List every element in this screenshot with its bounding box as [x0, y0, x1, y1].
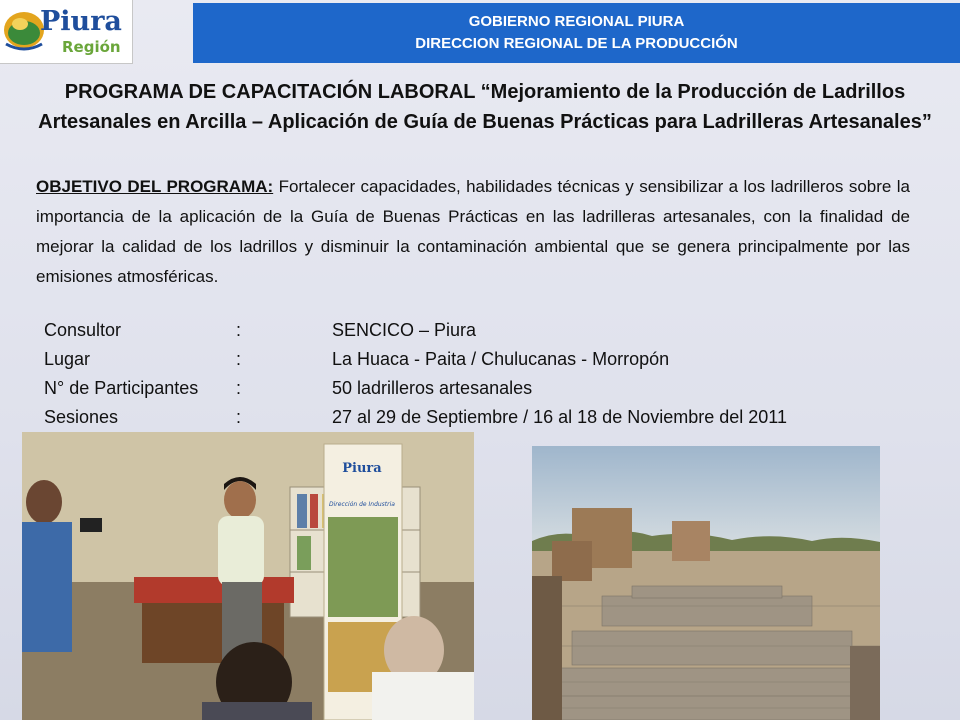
- detail-value: La Huaca - Paita / Chulucanas - Morropón: [332, 349, 670, 369]
- detail-key: Consultor: [44, 320, 122, 340]
- banner-stand-heading: Dirección de Industria: [329, 501, 395, 508]
- detail-separator: :: [236, 378, 242, 398]
- piura-region-logo: [0, 0, 133, 64]
- detail-value: 27 al 29 de Septiembre / 16 al 18 de Noviembre del 2011: [332, 407, 787, 427]
- objective-paragraph: [36, 172, 910, 292]
- banner-line-2: DIRECCION REGIONAL DE LA PRODUCCIÓN: [415, 35, 738, 52]
- detail-separator: :: [236, 407, 242, 427]
- logo-word-region: Región: [62, 38, 121, 56]
- detail-value: SENCICO – Piura: [332, 320, 477, 340]
- banner-stand-brand: Piura: [342, 461, 382, 476]
- detail-key: N° de Participantes: [44, 378, 199, 398]
- banner-line-1: GOBIERNO REGIONAL PIURA: [468, 13, 685, 30]
- detail-separator: :: [236, 320, 242, 340]
- objective-label: OBJETIVO DEL PROGRAMA:: [36, 177, 274, 196]
- objective-text: Fortalecer capacidades, habilidades técnicas y sensibilizar a los ladrilleros sobre la importancia de la aplicación de la Guía de Buenas Prácticas en las ladrilleras artesanales, con la finalidad de mejorar la calidad de los ladrillos y disminuir la contaminación ambiental que se genera principalmente por las emisiones atmosféricas.: [36, 177, 910, 286]
- detail-value: 50 ladrilleros artesanales: [332, 378, 533, 398]
- brick-yard-photo: [532, 446, 880, 720]
- detail-key: Sesiones: [44, 407, 119, 427]
- training-session-photo: [22, 432, 474, 720]
- detail-separator: :: [236, 349, 242, 369]
- page-title: PROGRAMA DE CAPACITACIÓN LABORAL “Mejoramiento de la Producción de Ladrillos Artesanales en Arcilla – Aplicación de Guía de Buenas Prácticas para Ladrilleras Artesanales”: [38, 81, 932, 133]
- logo-word-piura: Piura: [40, 6, 122, 37]
- detail-key: Lugar: [44, 349, 91, 369]
- header-banner: [193, 3, 960, 63]
